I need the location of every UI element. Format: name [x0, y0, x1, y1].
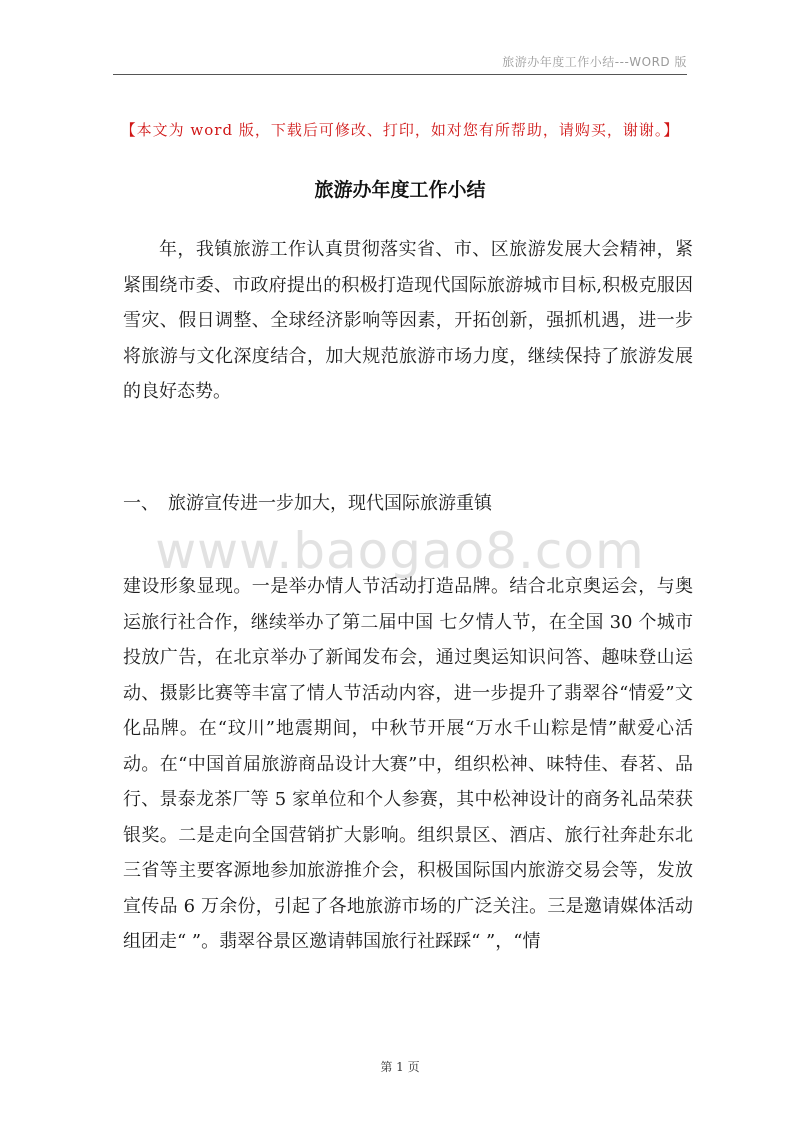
- intro-paragraph: 年，我镇旅游工作认真贯彻落实省、市、区旅游发展大会精神，紧紧围绕市委、市政府提出的积极打造现代国际旅游城市目标,积极克服因雪灾、假日调整、全球经济影响等因素，开拓创新，强抓机遇，进一步将旅游与文化深度结合，加大规范旅游市场力度，继续保持了旅游发展的良好态势。: [123, 239, 693, 402]
- section-heading-text: 旅游宣传进一步加大，现代国际旅游重镇: [168, 493, 492, 514]
- section-body-paragraph: 建设形象显现。一是举办情人节活动打造品牌。结合北京奥运会，与奥运旅行社合作，继续举办了第二届中国 七夕情人节，在全国 30 个城市投放广告，在北京举办了新闻发布会，通过奥运知识问答、趣味登山运动、摄影比赛等丰富了情人节活动内容，进一步提升了翡翠谷“情爱”文化品牌。在“玟川”地震期间，中秋节开展“万水千山粽是情”献爱心活动。在“中国首届旅游商品设计大赛”中，组织松神、味特佳、春茗、品行、景泰龙茶厂等 5 家单位和个人参赛，其中松神设计的商务礼品荣获银奖。二是走向全国营销扩大影响。组织景区、酒店、旅行社奔赴东北三省等主要客源地参加旅游推介会，积极国际国内旅游交易会等，发放宣传品 6 万余份，引起了各地旅游市场的广泛关注。三是邀请媒体活动组团走“ ”。翡翠谷景区邀请韩国旅行社踩踩“ ”，“情: [123, 576, 693, 952]
- header-divider: [113, 74, 687, 75]
- document-title: 旅游办年度工作小结: [314, 179, 486, 201]
- running-header: 旅游办年度工作小结---WORD 版: [502, 55, 687, 69]
- watermark: www.baogao8.com: [155, 522, 645, 580]
- section-number: 一、: [123, 493, 159, 514]
- purchase-notice: 【本文为 word 版，下载后可修改、打印，如对您有所帮助，请购买，谢谢。】: [120, 121, 680, 139]
- section-heading: [123, 488, 492, 520]
- page-number: 第 1 页: [380, 1060, 420, 1074]
